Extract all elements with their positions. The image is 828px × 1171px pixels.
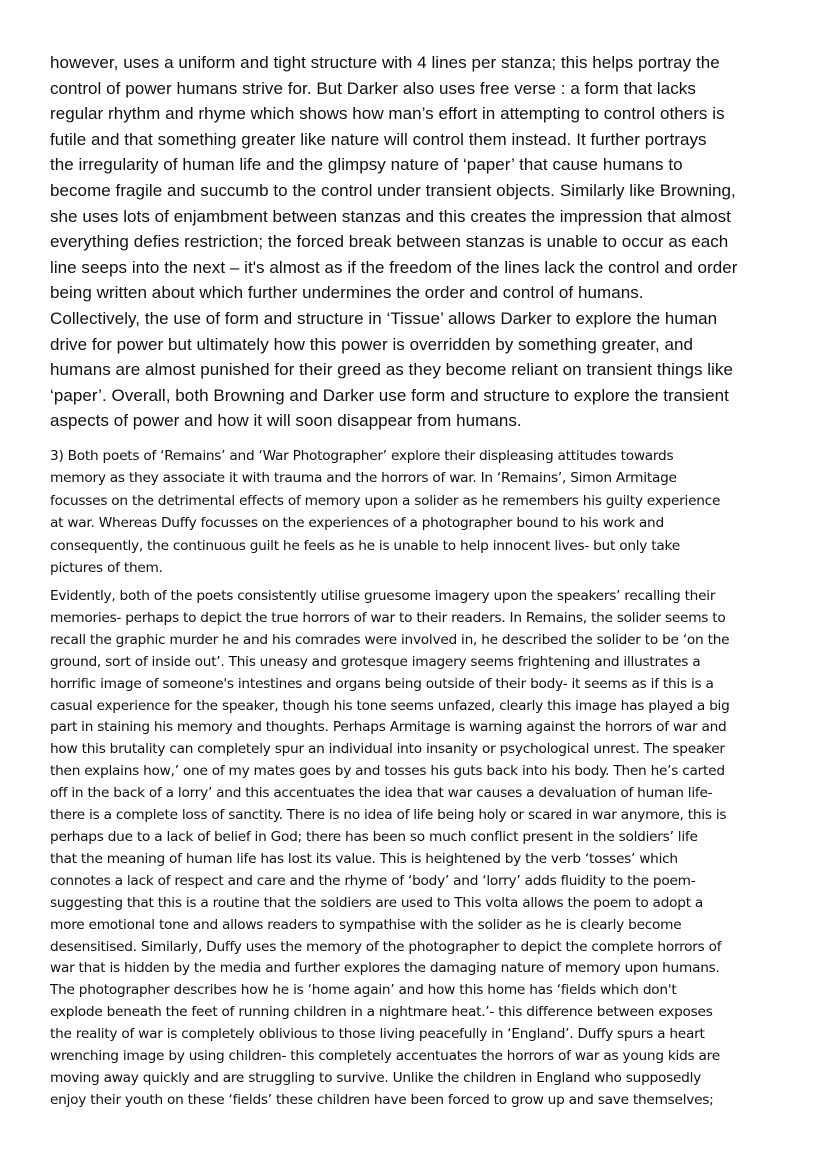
essay-paragraph-imagery-analysis: Evidently, both of the poets consistently utilise gruesome imagery upon the speakers’ recalling their memories- perhaps to depict the true horrors of war to their readers. In Remains, the solider seems to recall the graphic murder he and his comrades were involved in, he described the solider to be ‘on the ground, sort of inside out’. This uneasy and grotesque imagery seems frightening and illustrates a horrific image of someone's intestines and organs being outside of their body- it seems as if this is a casual experience for the speaker, though his tone seems unfazed, clearly this image has played a big part in staining his memory and thoughts. Perhaps Armitage is warning against the horrors of war and how this brutality can completely spur an individual into insanity or psychological unrest. The speaker then explains how,’ one of my mates goes by and tosses his guts back into his body. Then he’s carted off in the back of a lorry’ and this accentuates the idea that war causes a devaluation of human life- there is a complete loss of sanctity. There is no idea of life being holy or scared in war anymore, this is perhaps due to a lack of belief in God; there has been so much conflict present in the soldiers’ life that the meaning of human life has lost its value. This is heightened by the verb ‘tosses’ which connotes a lack of respect and care and the rhyme of ‘body’ and ‘lorry’ adds fluidity to the poem- suggesting that this is a routine that the soldiers are used to This volta allows the poem to adopt a more emotional tone and allows readers to sympathise with the solider as he is clearly become desensitised. Similarly, Duffy uses the memory of the photographer to depict the complete horrors of war that is hidden by the media and further explores the damaging nature of memory upon humans. The photographer describes how he is ‘home again’ and how this home has ‘fields which don't explode beneath the feet of running children in a nightmare heat.’- this difference between exposes the reality of war is completely oblivious to those living peacefully in ‘England’. Duffy spurs a heart wrenching image by using children- this completely accentuates the horrors of war as young kids are moving away quickly and are struggling to survive. Unlike the children in England who supposedly enjoy their youth on these ‘fields’ these children have been forced to grow up and save themselves; bbox=[50, 588, 730, 1108]
essay-paragraph-form-structure: however, uses a uniform and tight structure with 4 lines per stanza; this helps portray the control of power humans strive for. But Darker also uses free verse : a form that lacks regular rhythm and rhyme which shows how man’s effort in attempting to control others is futile and that something greater like nature will control them instead. It further portrays the irregularity of human life and the glimpsy nature of ‘paper’ that cause humans to become fragile and succumb to the control under transient objects. Similarly like Browning, she uses lots of enjambment between stanzas and this creates the impression that almost everything defies restriction; the forced break between stanzas is unable to occur as each line seeps into the next – it's almost as if the freedom of the lines lack the control and order being written about which further undermines the order and control of humans. Collectively, the use of form and structure in ‘Tissue’ allows Darker to explore the human drive for power but ultimately how this power is overridden by something greater, and humans are almost punished for their greed as they become reliant on transient things like ‘paper’. Overall, both Browning and Darker use form and structure to explore the transient aspects of power and how it will soon disappear from humans. bbox=[50, 53, 738, 431]
essay-paragraph-question-3-intro: 3) Both poets of ‘Remains’ and ‘War Photographer’ explore their displeasing attitudes towards memory as they associate it with trauma and the horrors of war. In ‘Remains’, Simon Armitage focusses on the detrimental effects of memory upon a solider as he remembers his guilty experience at war. Whereas Duffy focusses on the experiences of a photographer bound to his work and consequently, the continuous guilt he feels as he is unable to help innocent lives- but only take pictures of them. bbox=[50, 448, 721, 577]
